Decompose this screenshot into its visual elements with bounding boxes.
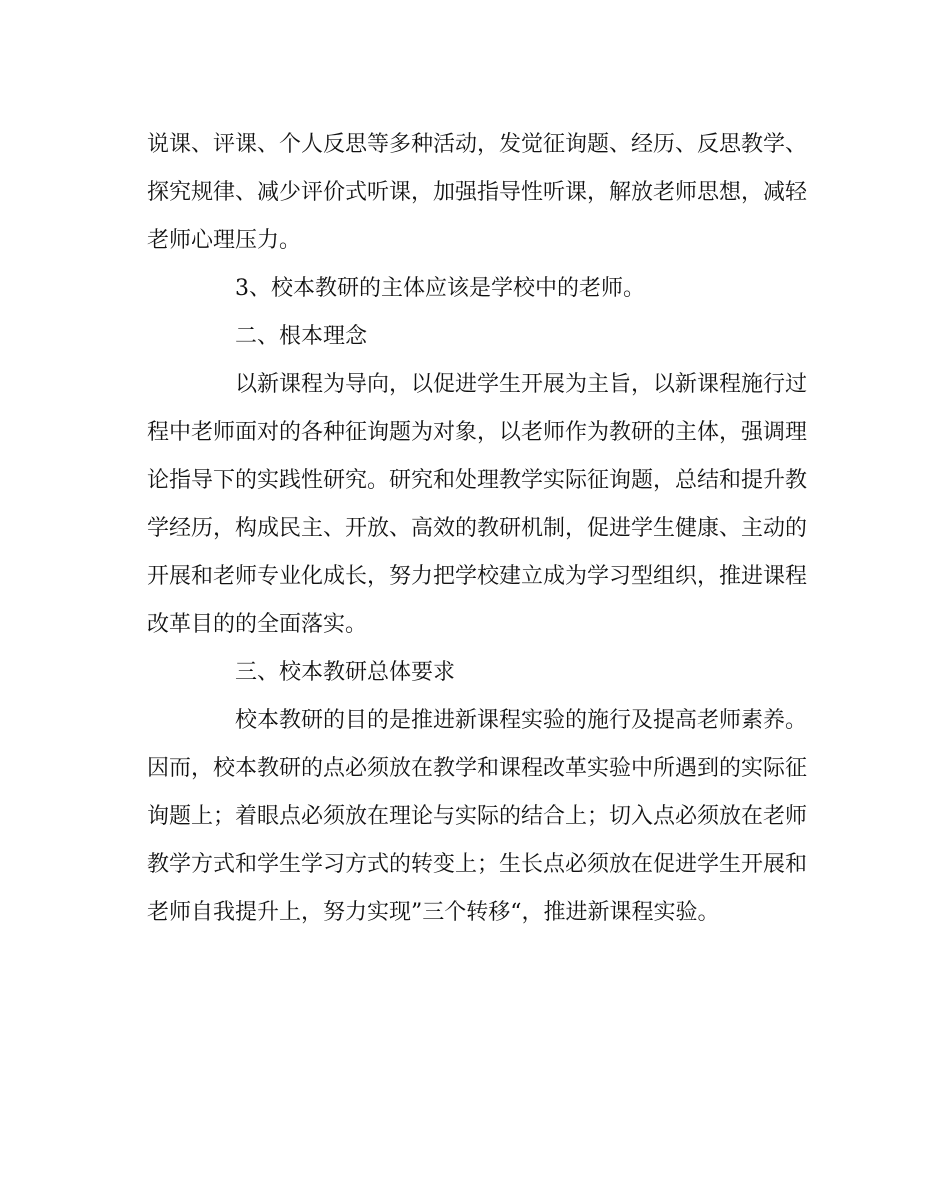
section-heading-basic-concept: 二、根本理念	[235, 324, 368, 349]
paragraph-overall-requirements: 校本教研的目的是推进新课程实验的施行及提高老师素养。因而，校本教研的点必须放在教学和课程改革实验中所遇到的实际征询题上；着眼点必须放在理论与实际的结合上；切入点必须放在老师教学方式和学生学习方式的转变上；生长点必须放在促进学生开展和老师自我提升上，努力实现”三个转移“，推进新课程实验。	[147, 708, 808, 925]
section-heading-overall-requirements: 三、校本教研总体要求	[235, 660, 456, 685]
paragraph-continuation: 说课、评课、个人反思等多种活动，发觉征询题、经历、反思教学、探究规律、减少评价式听课，加强指导性听课，解放老师思想，减轻老师心理压力。	[147, 132, 808, 253]
paragraph-basic-concept: 以新课程为导向，以促进学生开展为主旨，以新课程施行过程中老师面对的各种征询题为对象，以老师作为教研的主体，强调理论指导下的实践性研究。研究和处理教学实际征询题，总结和提升教学经历，构成民主、开放、高效的教研机制，促进学生健康、主动的开展和老师专业化成长，努力把学校建立成为学习型组织，推进课程改革目的的全面落实。	[147, 372, 808, 637]
paragraph-item-3: 3、校本教研的主体应该是学校中的老师。	[235, 276, 645, 301]
document-body	[147, 121, 807, 937]
